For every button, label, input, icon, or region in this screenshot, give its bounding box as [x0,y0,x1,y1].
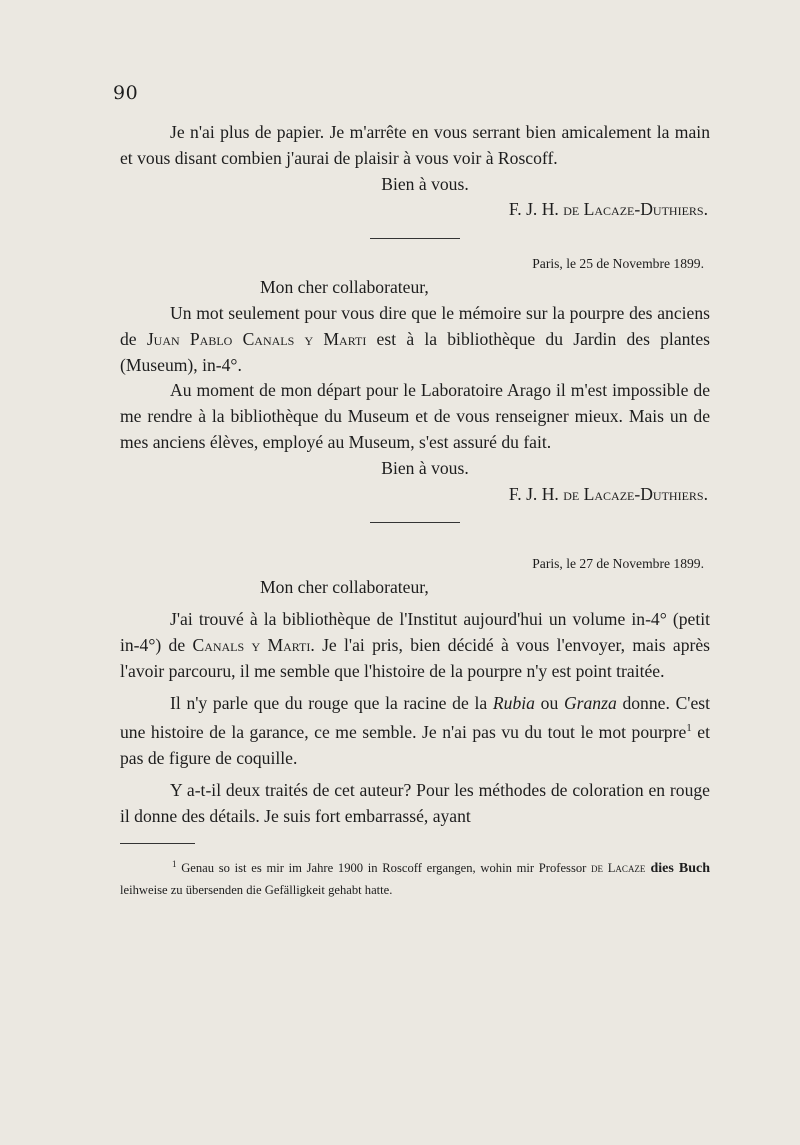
letter2-date: Paris, le 25 de Novembre 1899. [532,256,704,272]
letter1-body: Je n'ai plus de papier. Je m'arrête en vous serrant bien amicalement la main et vous disant combien j'aurai de plaisir à vous voir à Roscoff. [120,122,710,168]
term-granza: Granza [563,692,617,713]
footnote [120,854,710,900]
letter3-salutation: Mon cher collaborateur, [260,577,429,598]
author-name: Juan Pablo Canals y Marti [146,328,367,349]
letter2-paragraph-2: Au moment de mon départ pour le Laboratoire Arago il m'est impossible de me rendre à la bibliothèque du Museum et de vous renseigner mieux. Mais un de mes anciens élèves, employé au Museum, s'est assuré du fait. [120,380,710,452]
letter2-paragraph-1 [120,301,710,378]
page-number: 90 [113,82,139,104]
letter2-p1-a: Un mot seulement pour vous dire que le mémoire sur la pourpre des anciens de [120,302,710,349]
letter3-p1-a: J'ai trouvé à la bibliothèque de l'Institut aujourd'hui un volume in-4° (petit in-4°) de [120,609,710,655]
letter3-p2-a: Il n'y parle que du rouge que la racine de la [170,692,493,713]
letter3-paragraph-2 [120,691,710,772]
section-divider [370,238,460,239]
footnote-bold: dies Buch [645,861,711,877]
letter3-p2-b: donne. C'est une histoire de la garance, ce me semble. Je n'ai pas vu du tout le mot pourpre [120,692,711,743]
page-body [120,120,710,901]
section-divider [370,522,460,523]
footnote-name: de Lacaze [591,861,646,876]
letter3-paragraph-3: Y a-t-il deux traités de cet auteur? Pour les méthodes de coloration en rouge il donne des détails. Je suis fort embarrassé, ayant [120,779,710,826]
letter3-p2-c: et pas de figure de coquille. [120,722,710,768]
letter3-date: Paris, le 27 de Novembre 1899. [532,556,704,572]
letter1-closing: Bien à vous. [381,173,469,194]
letter3-p2-mid: ou [534,692,564,713]
letter2-signature: F. J. H. de Lacaze-Duthiers. [508,483,708,504]
footnote-mark: 1 [172,859,177,870]
footnote-text-b: leihweise zu übersenden die Gefälligkeit gehabt hatte. [120,882,393,897]
letter3-p1-b: . Je l'ai pris, bien décidé à vous l'envoyer, mais après l'avoir parcouru, il me semble que l'histoire de la pourpre n'y est point traitée. [120,634,711,681]
letter2-salutation: Mon cher collaborateur, [260,277,429,298]
letter3-paragraph-1 [120,607,710,684]
letter2-p1-b: est à la bibliothèque du Jardin des plantes (Museum), in-4°. [120,328,710,375]
term-rubia: Rubia [492,692,535,713]
footnote-divider [120,843,195,844]
footnote-reference[interactable]: 1 [686,722,692,735]
letter2-closing: Bien à vous. [381,457,469,478]
footnote-text-a: Genau so ist es mir im Jahre 1900 in Roscoff ergangen, wohin mir Professor [176,861,592,876]
author-name: Canals y Marti [192,634,311,655]
letter1-signature: F. J. H. de Lacaze-Duthiers. [508,199,708,220]
